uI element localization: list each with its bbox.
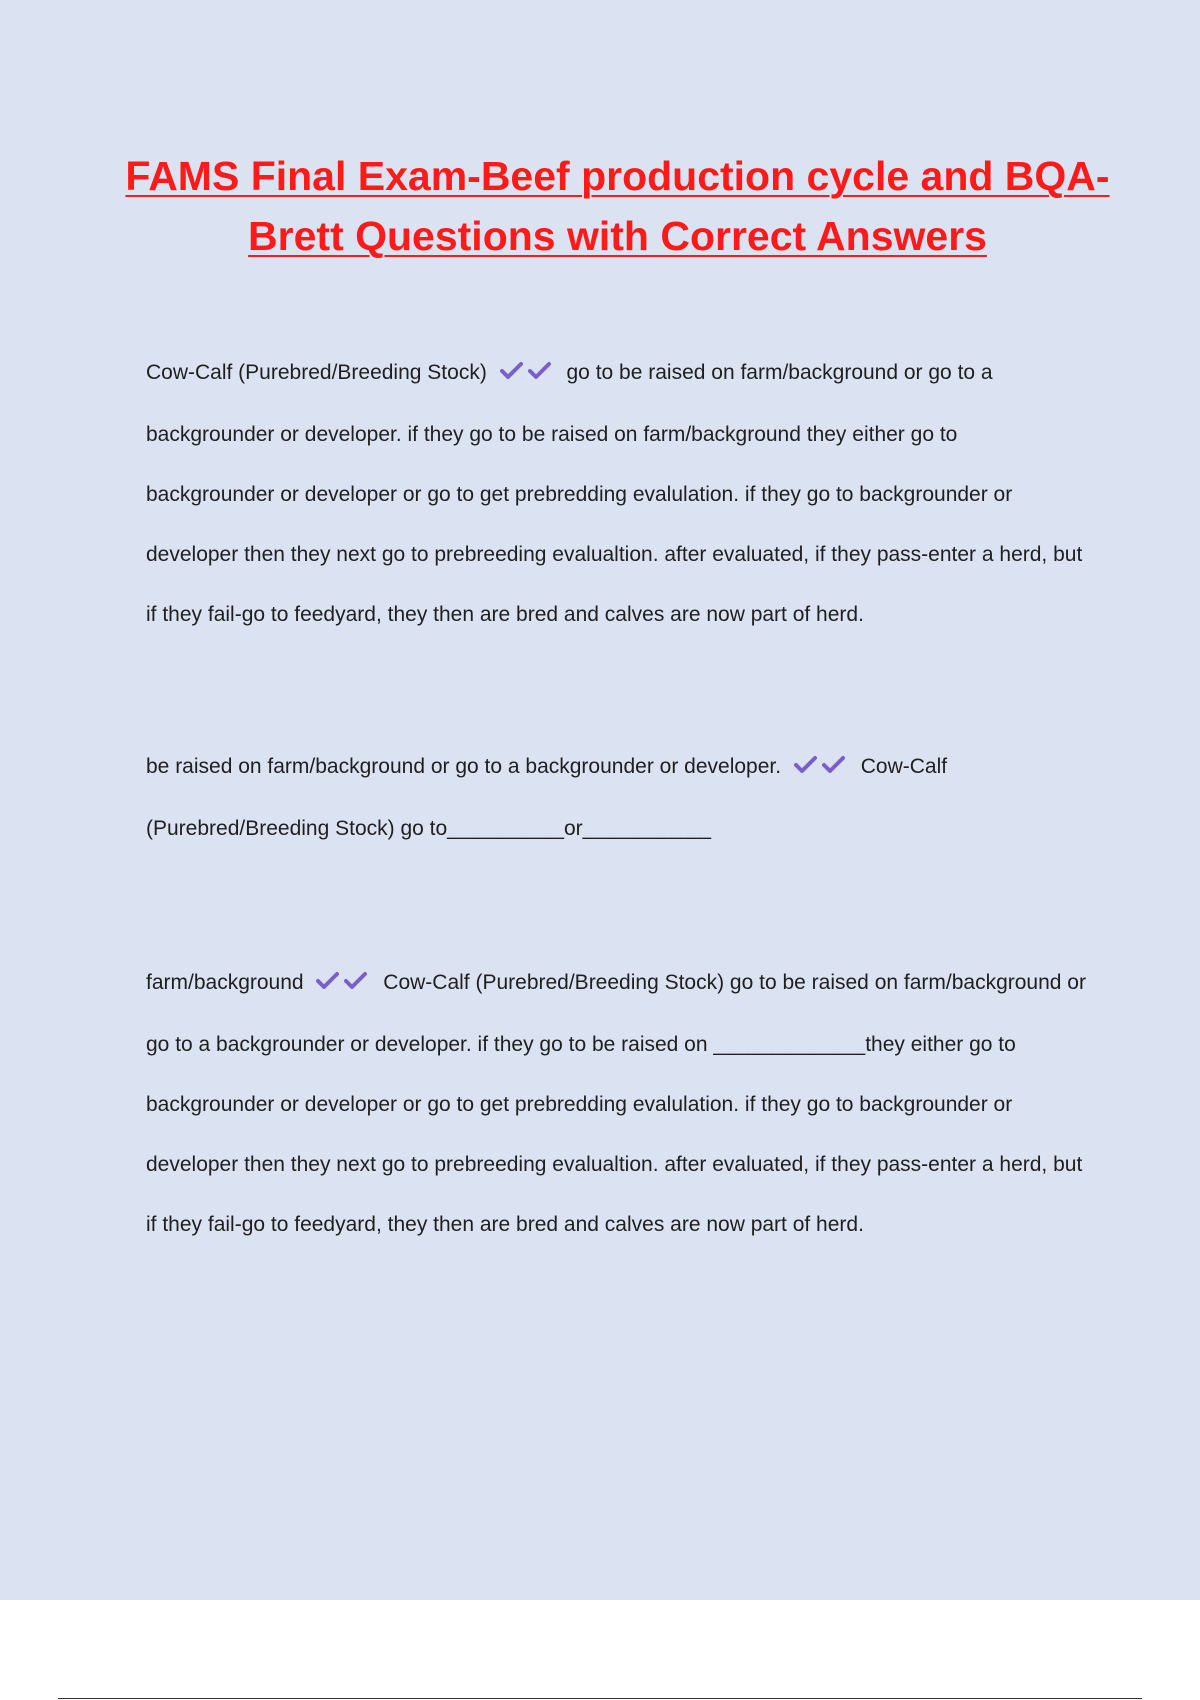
double-checkmark-icon	[499, 345, 555, 405]
checkmark-icon	[527, 361, 552, 381]
qa-item-1	[146, 343, 1086, 645]
document-title-text: FAMS Final Exam-Beef production cycle and BQA-Brett Questions with Correct Answers	[125, 153, 1110, 259]
qa-item-2	[146, 737, 1086, 859]
qa-question: be raised on farm/background or go to a backgrounder or developer.	[146, 755, 782, 778]
checkmark-icon	[315, 971, 340, 991]
footer-divider	[58, 1698, 1142, 1699]
checkmark-icon	[793, 755, 818, 775]
double-checkmark-icon	[315, 955, 371, 1015]
qa-question: farm/background	[146, 971, 304, 994]
checkmark-icon	[499, 361, 524, 381]
qa-item-3	[146, 953, 1086, 1255]
qa-question: Cow-Calf (Purebred/Breeding Stock)	[146, 361, 487, 384]
checkmark-icon	[343, 971, 368, 991]
qa-answer: go to be raised on farm/background or go to a backgrounder or developer. if they go to be raised on farm/background they either go to backgrounder or developer or go to get prebredding evalulation. if they go to backgrounder or developer then they next go to prebreeding evalualtion. after evaluated, if they pass-enter a herd, but if they fail-go to feedyard, they then are bred and calves are now part of herd.	[146, 361, 1083, 626]
qa-answer: Cow-Calf (Purebred/Breeding Stock) go to be raised on farm/background or go to a backgrounder or developer. if they go to be raised on _____________they either go to backgrounder or developer or go to get prebredding evalulation. if they go to backgrounder or developer then they next go to prebreeding evalualtion. after evaluated, if they pass-enter a herd, but if they fail-go to feedyard, they then are bred and calves are now part of herd.	[146, 971, 1086, 1236]
double-checkmark-icon	[793, 739, 849, 799]
checkmark-icon	[821, 755, 846, 775]
document-title	[100, 146, 1135, 266]
qa-answer: Cow-Calf (Purebred/Breeding Stock) go to__________or___________	[146, 755, 948, 840]
